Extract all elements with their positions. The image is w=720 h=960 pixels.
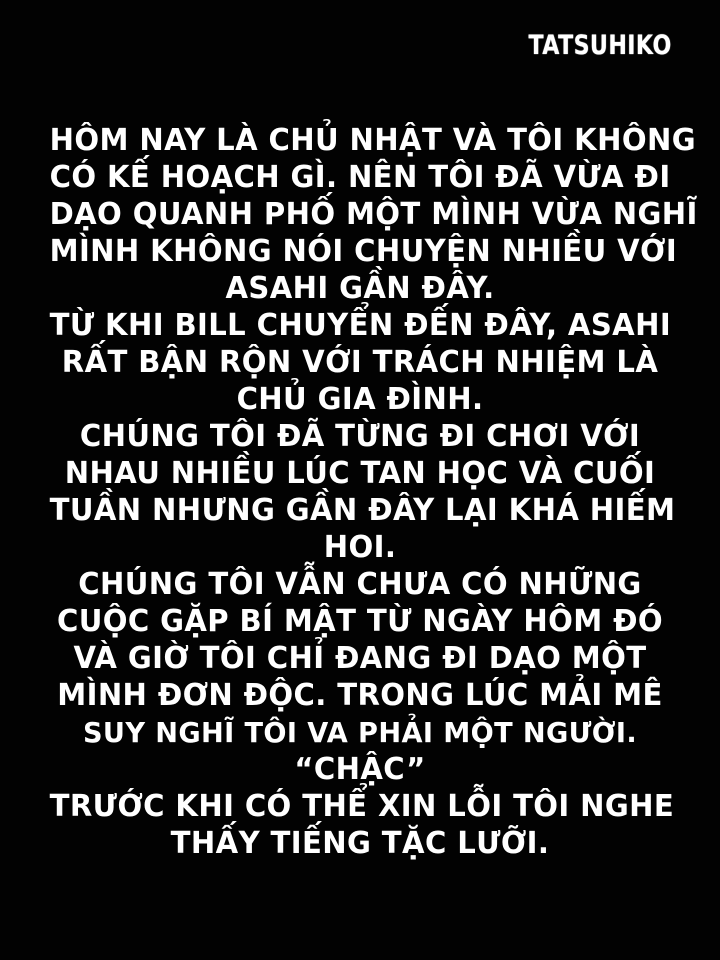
narration-line: ASAHI GẦN ĐÂY. <box>225 271 495 306</box>
narration-line: CUỘC GẶP BÍ MẬT TỪ NGÀY HÔM ĐÓ <box>56 604 664 639</box>
narration-line: MÌNH ĐƠN ĐỘC. TRONG LÚC MẢI MÊ <box>57 678 663 713</box>
narration-text-block <box>0 122 720 862</box>
narration-line: SUY NGHĨ TÔI VA PHẢI MỘT NGƯỜI. <box>82 716 638 749</box>
narration-paragraph <box>40 418 680 566</box>
narration-paragraph <box>40 566 680 751</box>
narration-line: TRƯỚC KHI CÓ THỂ XIN LỖI TÔI NGHE <box>49 789 675 824</box>
narration-line: RẤT BẬN RỘN VỚI TRÁCH NHIỆM LÀ <box>61 345 659 380</box>
watermark-credit: TATSUHIKO <box>528 30 672 61</box>
narration-line: VÀ GIỜ TÔI CHỈ ĐANG ĐI DẠO MỘT <box>73 641 647 676</box>
narration-line: TỪ KHI BILL CHUYỂN ĐẾN ĐÂY, ASAHI <box>49 308 672 343</box>
narration-line: CHÚNG TÔI VẪN CHƯA CÓ NHỮNG <box>78 567 642 602</box>
narration-paragraph <box>40 788 680 862</box>
narration-line: THẤY TIẾNG TẶC LƯỠI. <box>170 826 550 861</box>
narration-line: HOI. <box>323 530 397 565</box>
narration-line: TUẦN NHƯNG GẦN ĐÂY LẠI KHÁ HIẾM <box>49 493 676 528</box>
narration-line: MÌNH KHÔNG NÓI CHUYỆN NHIỀU VỚI <box>49 234 678 269</box>
narration-line: DẠO QUANH PHỐ MỘT MÌNH VỪA NGHĨ <box>49 197 698 232</box>
narration-quote <box>40 751 680 788</box>
narration-line: CHÚNG TÔI ĐÃ TỪNG ĐI CHƠI VỚI <box>79 419 641 454</box>
narration-line: HÔM NAY LÀ CHỦ NHẬT VÀ TÔI KHÔNG <box>49 123 696 158</box>
narration-line: “CHẬC” <box>294 752 426 787</box>
narration-line: NHAU NHIỀU LÚC TAN HỌC VÀ CUỐI <box>64 456 656 491</box>
narration-line: CÓ KẾ HOẠCH GÌ. NÊN TÔI ĐÃ VỪA ĐI <box>49 160 671 195</box>
narration-line: CHỦ GIA ĐÌNH. <box>236 382 484 417</box>
narration-paragraph <box>40 307 680 418</box>
narration-paragraph <box>40 122 698 307</box>
